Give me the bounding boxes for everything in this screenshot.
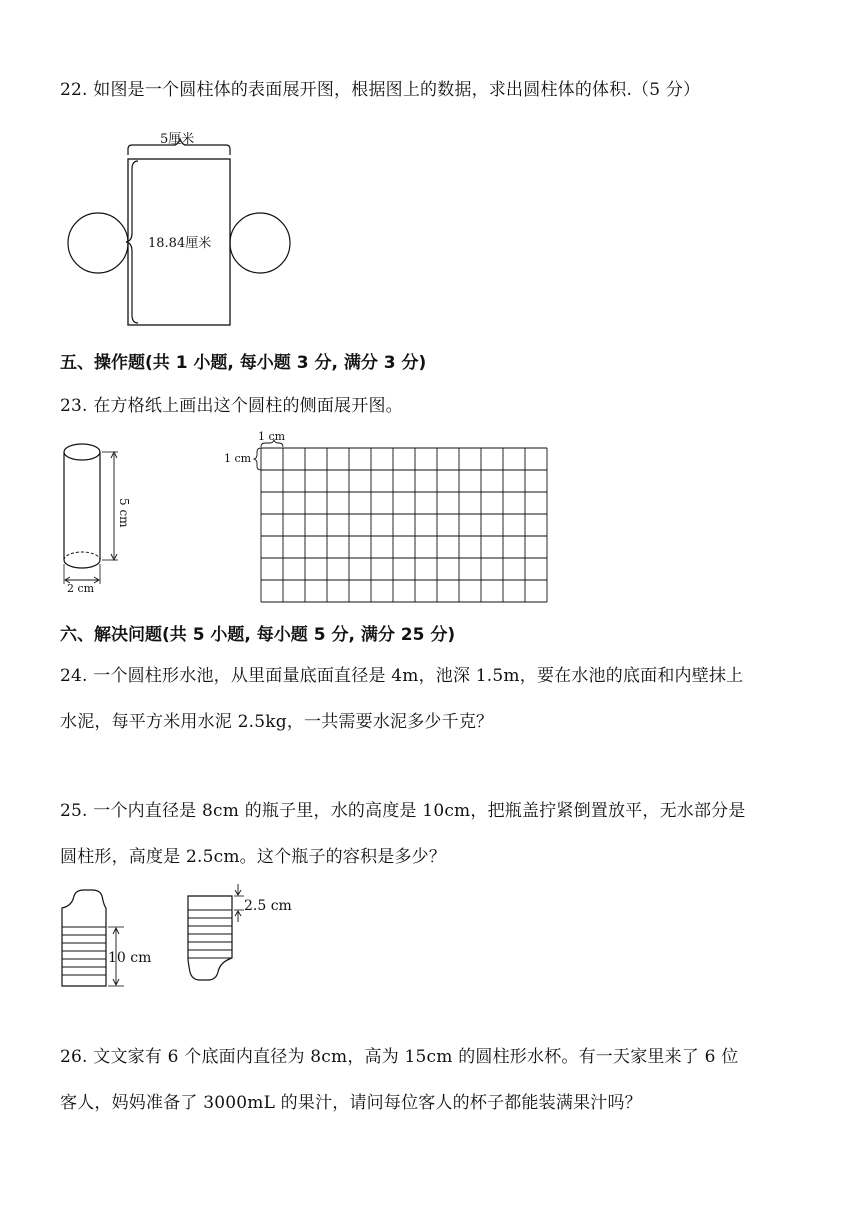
section-5-title: 五、操作题(共 1 小题, 每小题 3 分, 满分 3 分): [60, 353, 427, 373]
question-26-line-2: 客人，妈妈准备了 3000mL 的果汁，请问每位客人的杯子都能装满果汁吗？: [60, 1093, 642, 1113]
inverted-bottle: [188, 884, 292, 980]
grid-paper: [261, 448, 547, 602]
cylinder-height-label: 5 cm: [117, 498, 131, 528]
question-22-text: 22. 如图是一个圆柱体的表面展开图，根据图上的数据，求出圆柱体的体积.（5 分）: [60, 80, 701, 100]
question-25-line-2: 圆柱形，高度是 2.5cm。这个瓶子的容积是多少？: [60, 847, 447, 867]
air-height-label: 2.5 cm: [244, 898, 292, 914]
cylinder-figure: [58, 438, 138, 593]
net-height-label: 18.84厘米: [148, 236, 212, 251]
question-26-line-1: 26. 文文家有 6 个底面内直径为 8cm，高为 15cm 的圆柱形水杯。有一天家里来了 6 位: [60, 1047, 739, 1067]
question-24-line-2: 水泥，每平方米用水泥 2.5kg，一共需要水泥多少千克？: [60, 712, 494, 732]
cylinder-diameter-label: 2 cm: [67, 582, 95, 593]
question-23-text: 23. 在方格纸上画出这个圆柱的侧面展开图。: [60, 396, 403, 416]
question-25-line-1: 25. 一个内直径是 8cm 的瓶子里，水的高度是 10cm，把瓶盖拧紧倒置放平，无水部分是: [60, 801, 746, 821]
question-24-line-1: 24. 一个圆柱形水池，从里面量底面直径是 4m，池深 1.5m，要在水池的底面和内壁抹上: [60, 666, 744, 686]
bottle-figures: [58, 882, 318, 990]
section-6-title: 六、解决问题(共 5 小题, 每小题 5 分, 满分 25 分): [60, 625, 456, 645]
grid-unit-horizontal-label: 1 cm: [258, 430, 286, 443]
upright-bottle: [62, 890, 151, 986]
grid-paper-figure: [220, 428, 560, 608]
cylinder-net-figure: [60, 125, 300, 330]
grid-unit-vertical-label: 1 cm: [224, 452, 252, 465]
water-height-label: 10 cm: [108, 950, 152, 966]
net-width-label: 5厘米: [160, 132, 195, 147]
